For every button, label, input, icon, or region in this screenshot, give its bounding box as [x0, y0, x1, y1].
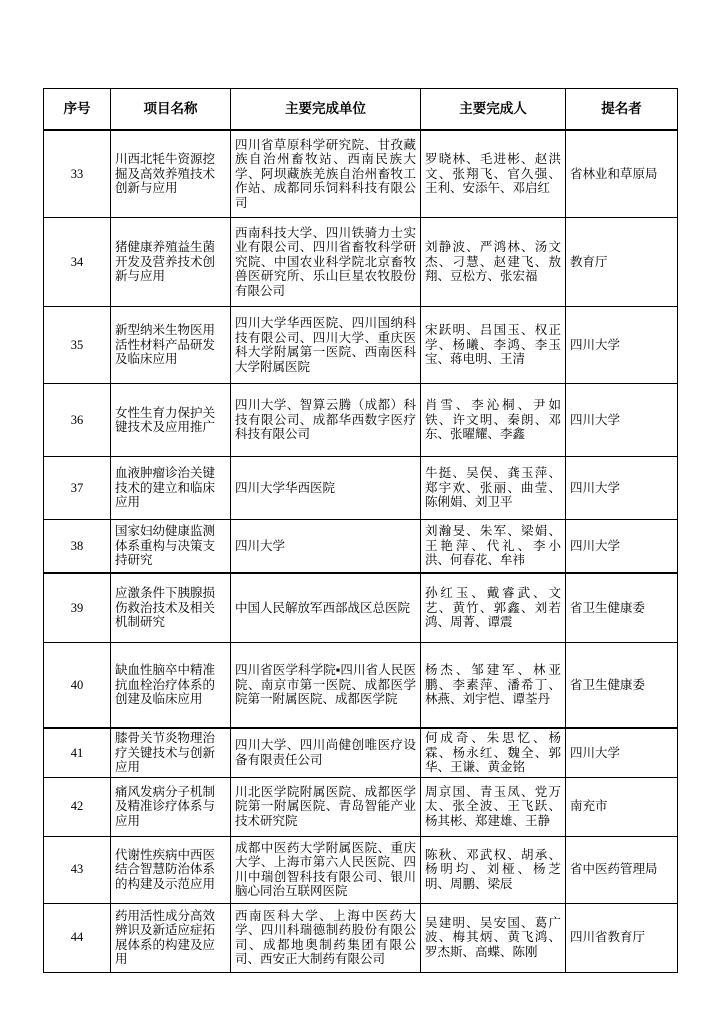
- project-name-cell: 新型纳米生物医用活性材料产品研发及临床应用: [111, 307, 231, 384]
- table-body: [44, 130, 678, 972]
- main-people-cell: 何成奇、朱思忆、杨霖、杨永红、魏全、郭华、王谦、黄金铭: [421, 728, 566, 777]
- main-people-cell: 牛挺、吴俣、龚玉萍、郑宇欢、张丽、曲莹、陈俐娟、刘卫平: [421, 457, 566, 520]
- table-header: [44, 89, 678, 131]
- project-name-cell: 血液肿瘤诊治关键技术的建立和临床应用: [111, 457, 231, 520]
- serial-number-cell: 35: [44, 307, 111, 384]
- project-name-cell: 女性生育力保护关键技术及应用推广: [111, 384, 231, 457]
- serial-number-cell: 33: [44, 130, 111, 218]
- main-people-cell: 宋跃明、吕国玉、权正学、杨曦、李鸿、李玉宝、蒋电明、王清: [421, 307, 566, 384]
- project-name-cell: 膝骨关节炎物理治疗关键技术与创新应用: [111, 728, 231, 777]
- table-row: [44, 307, 678, 384]
- header-nominator: 提名者: [566, 89, 678, 131]
- serial-number-cell: 41: [44, 728, 111, 777]
- nominator-cell: 四川大学: [566, 728, 678, 777]
- header-main-people: 主要完成人: [421, 89, 566, 131]
- main-units-cell: 四川省医学科学院▪四川省人民医院、南京市第一医院、成都医学院第一附属医院、成都医学院: [231, 643, 421, 729]
- main-people-cell: 吴建明、吴安国、葛广波、梅其炳、黄飞鸿、罗杰斯、高蝶、陈刚: [421, 903, 566, 972]
- main-units-cell: 四川大学、智算云腾（成都）科技有限公司、成都华西数字医疗科技有限公司: [231, 384, 421, 457]
- serial-number-cell: 37: [44, 457, 111, 520]
- main-units-cell: 四川大学、四川尚健创唯医疗设备有限责任公司: [231, 728, 421, 777]
- nominator-cell: 教育厅: [566, 218, 678, 307]
- project-name-cell: 川西北牦牛资源挖掘及高效养殖技术创新与应用: [111, 130, 231, 218]
- serial-number-cell: 42: [44, 777, 111, 836]
- main-units-cell: 四川省草原科学研究院、甘孜藏族自治州畜牧站、西南民族大学、阿坝藏族羌族自治州畜牧工作站、成都同乐饲料科技有限公司: [231, 130, 421, 218]
- project-name-cell: 药用活性成分高效辨识及新适应症拓展体系的构建及应用: [111, 903, 231, 972]
- project-name-cell: 猪健康养殖益生菌开发及营养技术创新与应用: [111, 218, 231, 307]
- serial-number-cell: 38: [44, 520, 111, 574]
- serial-number-cell: 36: [44, 384, 111, 457]
- table-row: [44, 218, 678, 307]
- project-name-cell: 痛风发病分子机制及精准诊疗体系与应用: [111, 777, 231, 836]
- nominator-cell: 南充市: [566, 777, 678, 836]
- nominator-cell: 四川大学: [566, 307, 678, 384]
- table-row: [44, 643, 678, 729]
- main-units-cell: 四川大学华西医院、四川国纳科技有限公司、四川大学、重庆医科大学附属第一医院、西南医科大学附属医院: [231, 307, 421, 384]
- table-row: [44, 384, 678, 457]
- main-units-cell: 西南医科大学、上海中医药大学、四川科瑞德制药股份有限公司、成都地奥制药集团有限公司、西安正大制药有限公司: [231, 903, 421, 972]
- main-units-cell: 中国人民解放军西部战区总医院: [231, 573, 421, 643]
- main-units-cell: 成都中医药大学附属医院、重庆大学、上海市第六人民医院、四川中瑞创智科技有限公司、银川脑心同治互联网医院: [231, 836, 421, 903]
- serial-number-cell: 34: [44, 218, 111, 307]
- header-serial-number: 序号: [44, 89, 111, 131]
- table-row: [44, 836, 678, 903]
- nominator-cell: 四川大学: [566, 520, 678, 574]
- table-row: [44, 130, 678, 218]
- main-people-cell: 陈秋、邓武权、胡承、杨明均、刘桠、杨芝明、周鹏、梁辰: [421, 836, 566, 903]
- header-row: [44, 89, 678, 131]
- main-people-cell: 孙红玉、戴睿武、文艺、黄竹、郭鑫、刘若鸿、周菁、谭震: [421, 573, 566, 643]
- serial-number-cell: 44: [44, 903, 111, 972]
- table-row: [44, 520, 678, 574]
- project-name-cell: 国家妇幼健康监测体系重构与决策支持研究: [111, 520, 231, 574]
- main-units-cell: 川北医学院附属医院、成都医学院第一附属医院、青岛智能产业技术研究院: [231, 777, 421, 836]
- nominator-cell: 四川大学: [566, 457, 678, 520]
- main-units-cell: 四川大学华西医院: [231, 457, 421, 520]
- nominator-cell: 省中医药管理局: [566, 836, 678, 903]
- table-row: [44, 457, 678, 520]
- nominator-cell: 省卫生健康委: [566, 643, 678, 729]
- serial-number-cell: 43: [44, 836, 111, 903]
- table-row: [44, 903, 678, 972]
- nominator-cell: 四川大学: [566, 384, 678, 457]
- project-name-cell: 应激条件下胰腺损伤救治技术及相关机制研究: [111, 573, 231, 643]
- main-people-cell: 肖雪、李沁桐、尹如铁、许文明、秦朗、邓东、张曜耀、李鑫: [421, 384, 566, 457]
- nominator-cell: 四川省教育厅: [566, 903, 678, 972]
- main-people-cell: 刘静波、严鸿林、汤文杰、刁慧、赵建飞、敖翔、豆松方、张宏福: [421, 218, 566, 307]
- project-name-cell: 缺血性脑卒中精准抗血栓治疗体系的创建及临床应用: [111, 643, 231, 729]
- main-units-cell: 四川大学: [231, 520, 421, 574]
- nominator-cell: 省林业和草原局: [566, 130, 678, 218]
- main-people-cell: 周京国、青玉凤、党万太、张全波、王飞跃、杨其彬、郑建雄、王静: [421, 777, 566, 836]
- main-people-cell: 罗晓林、毛进彬、赵洪文、张翔飞、官久强、王利、安添午、邓启红: [421, 130, 566, 218]
- nominator-cell: 省卫生健康委: [566, 573, 678, 643]
- project-name-cell: 代谢性疾病中西医结合智慧防治体系的构建及示范应用: [111, 836, 231, 903]
- main-units-cell: 西南科技大学、四川铁骑力士实业有限公司、四川省畜牧科学研究院、中国农业科学院北京畜牧兽医研究所、乐山巨星农牧股份有限公司: [231, 218, 421, 307]
- main-people-cell: 杨杰、邹建军、林亚鹏、李素萍、潘希丁、林燕、刘宇恺、谭荃丹: [421, 643, 566, 729]
- main-people-cell: 刘瀚旻、朱军、梁娟、王艳萍、代礼、李小洪、何春花、牟祎: [421, 520, 566, 574]
- serial-number-cell: 40: [44, 643, 111, 729]
- header-main-units: 主要完成单位: [231, 89, 421, 131]
- award-nomination-table: [43, 88, 678, 973]
- serial-number-cell: 39: [44, 573, 111, 643]
- table-row: [44, 728, 678, 777]
- table-row: [44, 573, 678, 643]
- header-project-name: 项目名称: [111, 89, 231, 131]
- table-row: [44, 777, 678, 836]
